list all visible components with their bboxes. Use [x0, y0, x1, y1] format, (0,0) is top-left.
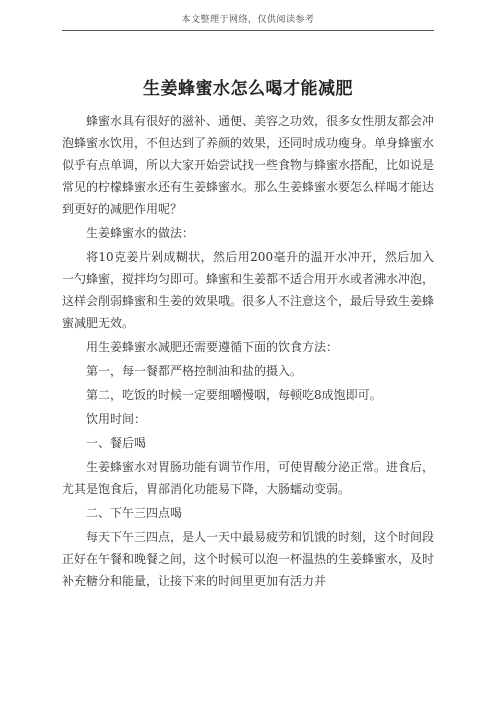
document-body [62, 110, 434, 594]
paragraph-timing-2-heading: 二、下午三四点喝 [86, 506, 183, 520]
paragraph-timing-1-heading: 一、餐后喝 [86, 436, 147, 450]
paragraph-diet-rule-1: 第一，每一餐都严格控制油和盐的摄入。 [86, 364, 303, 378]
header-divider [62, 30, 434, 31]
paragraph-diet-rule-2: 第二，吃饭的时候一定要细嚼慢咽，每顿吃8成饱即可。 [86, 388, 382, 402]
paragraph-timing-2: 每天下午三四点，是人一天中最易疲劳和饥饿的时刻，这个时间段正好在午餐和晚餐之间，这个时候可以泡一杯温热的生姜蜂蜜水，及时补充糖分和能量，让接下来的时间里更加有活力并 [62, 530, 435, 588]
page-header-note: 本文整理于网络，仅供阅读参考 [181, 15, 315, 25]
paragraph-recipe-heading: 生姜蜂蜜水的做法： [86, 226, 195, 240]
paragraph-diet-heading: 用生姜蜂蜜水减肥还需要遵循下面的饮食方法： [86, 340, 339, 354]
paragraph-recipe: 将10克姜片剁成糊状，然后用200毫升的温开水冲开，然后加入一勺蜂蜜，搅拌均匀即可。蜂蜜和生姜都不适合用开水或者沸水冲泡，这样会削弱蜂蜜和生姜的效果哦。很多人不注意这个，最后导致生姜蜂蜜减肥无效。 [62, 250, 435, 330]
paragraph-intro: 蜂蜜水具有很好的滋补、通便、美容之功效，很多女性朋友都会冲泡蜂蜜水饮用，不但达到了养颜的效果，还同时成功瘦身。单身蜂蜜水似乎有点单调，所以大家开始尝试找一些食物与蜂蜜水搭配，比如说是常见的柠檬蜂蜜水还有生姜蜂蜜水。那么生姜蜂蜜水要怎么样喝才能达到更好的减肥作用呢？ [62, 114, 435, 216]
paragraph-timing-heading: 饮用时间： [86, 412, 147, 426]
document-title: 生姜蜂蜜水怎么喝才能减肥 [143, 79, 353, 99]
paragraph-timing-1: 生姜蜂蜜水对胃肠功能有调节作用，可使胃酸分泌正常。进食后，尤其是饱食后，胃部消化功能易下降，大肠蠕动变弱。 [62, 460, 435, 496]
